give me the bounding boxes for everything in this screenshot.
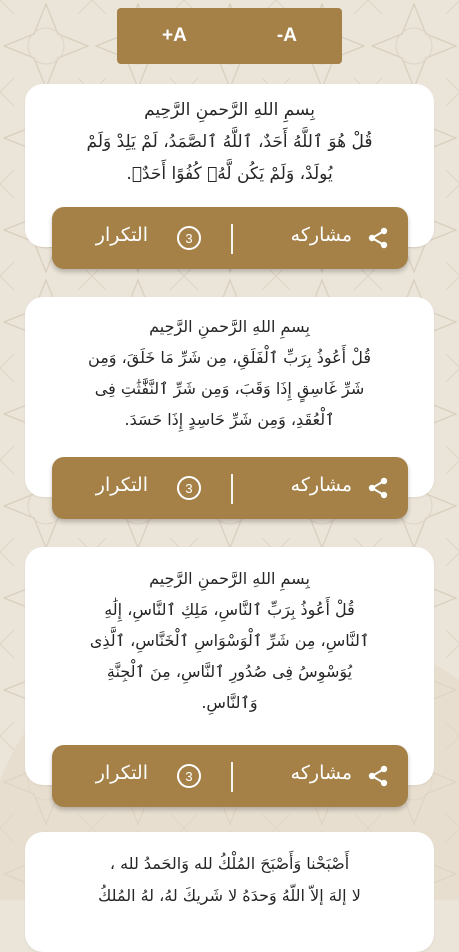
repeat-counter-button[interactable] xyxy=(52,745,230,807)
share-label: مشاركه xyxy=(290,474,352,496)
decrease-font-button[interactable]: -A xyxy=(276,25,297,46)
repeat-label: التكرار xyxy=(95,474,148,496)
share-label: مشاركه xyxy=(290,762,352,784)
dhikr-line: شَرِّ غَاسِقٍ إِذَا وَقَبَ، وَمِن شَرِّ ٱلنَّفَّٰثَٰتِ فِى xyxy=(94,379,365,398)
dhikr-line: بِسمِ اللهِ الرَّحمنِ الرَّحِيم xyxy=(149,317,310,336)
divider xyxy=(231,474,233,504)
dhikr-line: وَٱلنَّاسِ. xyxy=(201,693,258,712)
share-icon xyxy=(366,764,390,788)
dhikr-line: بِسمِ اللهِ الرَّحمنِ الرَّحِيم xyxy=(149,569,310,588)
share-icon xyxy=(366,476,390,500)
font-size-controls xyxy=(117,8,342,64)
dhikr-line: ٱلْعُقَدِ، وَمِن شَرِّ حَاسِدٍ إِذَا حَسَدَ. xyxy=(124,410,335,429)
divider xyxy=(231,762,233,792)
divider xyxy=(231,224,233,254)
repeat-count-badge: 3 xyxy=(177,764,201,788)
dhikr-line: ٱلنَّاسِ، مِن شَرِّ ٱلْوَسْوَاسِ ٱلْخَنَّاسِ، ٱلَّذِى xyxy=(89,631,370,650)
dhikr-text xyxy=(25,84,434,190)
dhikr-line: قُلْ أَعُوذُ بِرَبِّ ٱلنَّاسِ، مَلِكِ ٱلنَّاسِ، إِلَٰهِ xyxy=(104,600,355,619)
share-button[interactable] xyxy=(232,457,408,519)
dhikr-text xyxy=(25,547,434,718)
dhikr-line: لا إلهَ إلاّ اللّهُ وَحدَهُ لا شَريكَ لهُ، لهُ المُلكُ xyxy=(98,886,361,905)
dhikr-text xyxy=(25,832,434,912)
dhikr-line: قُلْ هُوَ ٱللَّهُ أَحَدٌ، ٱللَّهُ ٱلصَّمَدُ، لَمْ يَلِدْ وَلَمْ xyxy=(86,132,373,152)
increase-font-button[interactable]: +A xyxy=(162,25,187,46)
dhikr-text xyxy=(25,297,434,435)
dhikr-line: بِسمِ اللهِ الرَّحمنِ الرَّحِيم xyxy=(144,100,315,120)
repeat-counter-button[interactable] xyxy=(52,457,230,519)
repeat-label: التكرار xyxy=(95,224,148,246)
dhikr-card xyxy=(25,832,434,952)
card-action-bar xyxy=(52,207,408,269)
card-action-bar xyxy=(52,457,408,519)
dhikr-line: قُلْ أَعُوذُ بِرَبِّ ٱلْفَلَقِ، مِن شَرِّ مَا خَلَقَ، وَمِن xyxy=(88,348,371,367)
card-action-bar xyxy=(52,745,408,807)
dhikr-line: يُولَدْ، وَلَمْ يَكُن لَّهُۥ كُفُوًا أَحَدٌۢ. xyxy=(126,164,333,184)
share-icon xyxy=(366,226,390,250)
share-button[interactable] xyxy=(232,207,408,269)
repeat-count-badge: 3 xyxy=(177,226,201,250)
share-label: مشاركه xyxy=(290,224,352,246)
share-button[interactable] xyxy=(232,745,408,807)
repeat-count-badge: 3 xyxy=(177,476,201,500)
dhikr-line: يُوَسْوِسُ فِى صُدُورِ ٱلنَّاسِ، مِنَ ٱلْجِنَّةِ xyxy=(106,662,353,681)
repeat-counter-button[interactable] xyxy=(52,207,230,269)
repeat-label: التكرار xyxy=(95,762,148,784)
dhikr-line: أَصْبَحْنا وَأَصْبَحَ المُلْكُ لله وَالحَمدُ لله ، xyxy=(109,854,350,873)
